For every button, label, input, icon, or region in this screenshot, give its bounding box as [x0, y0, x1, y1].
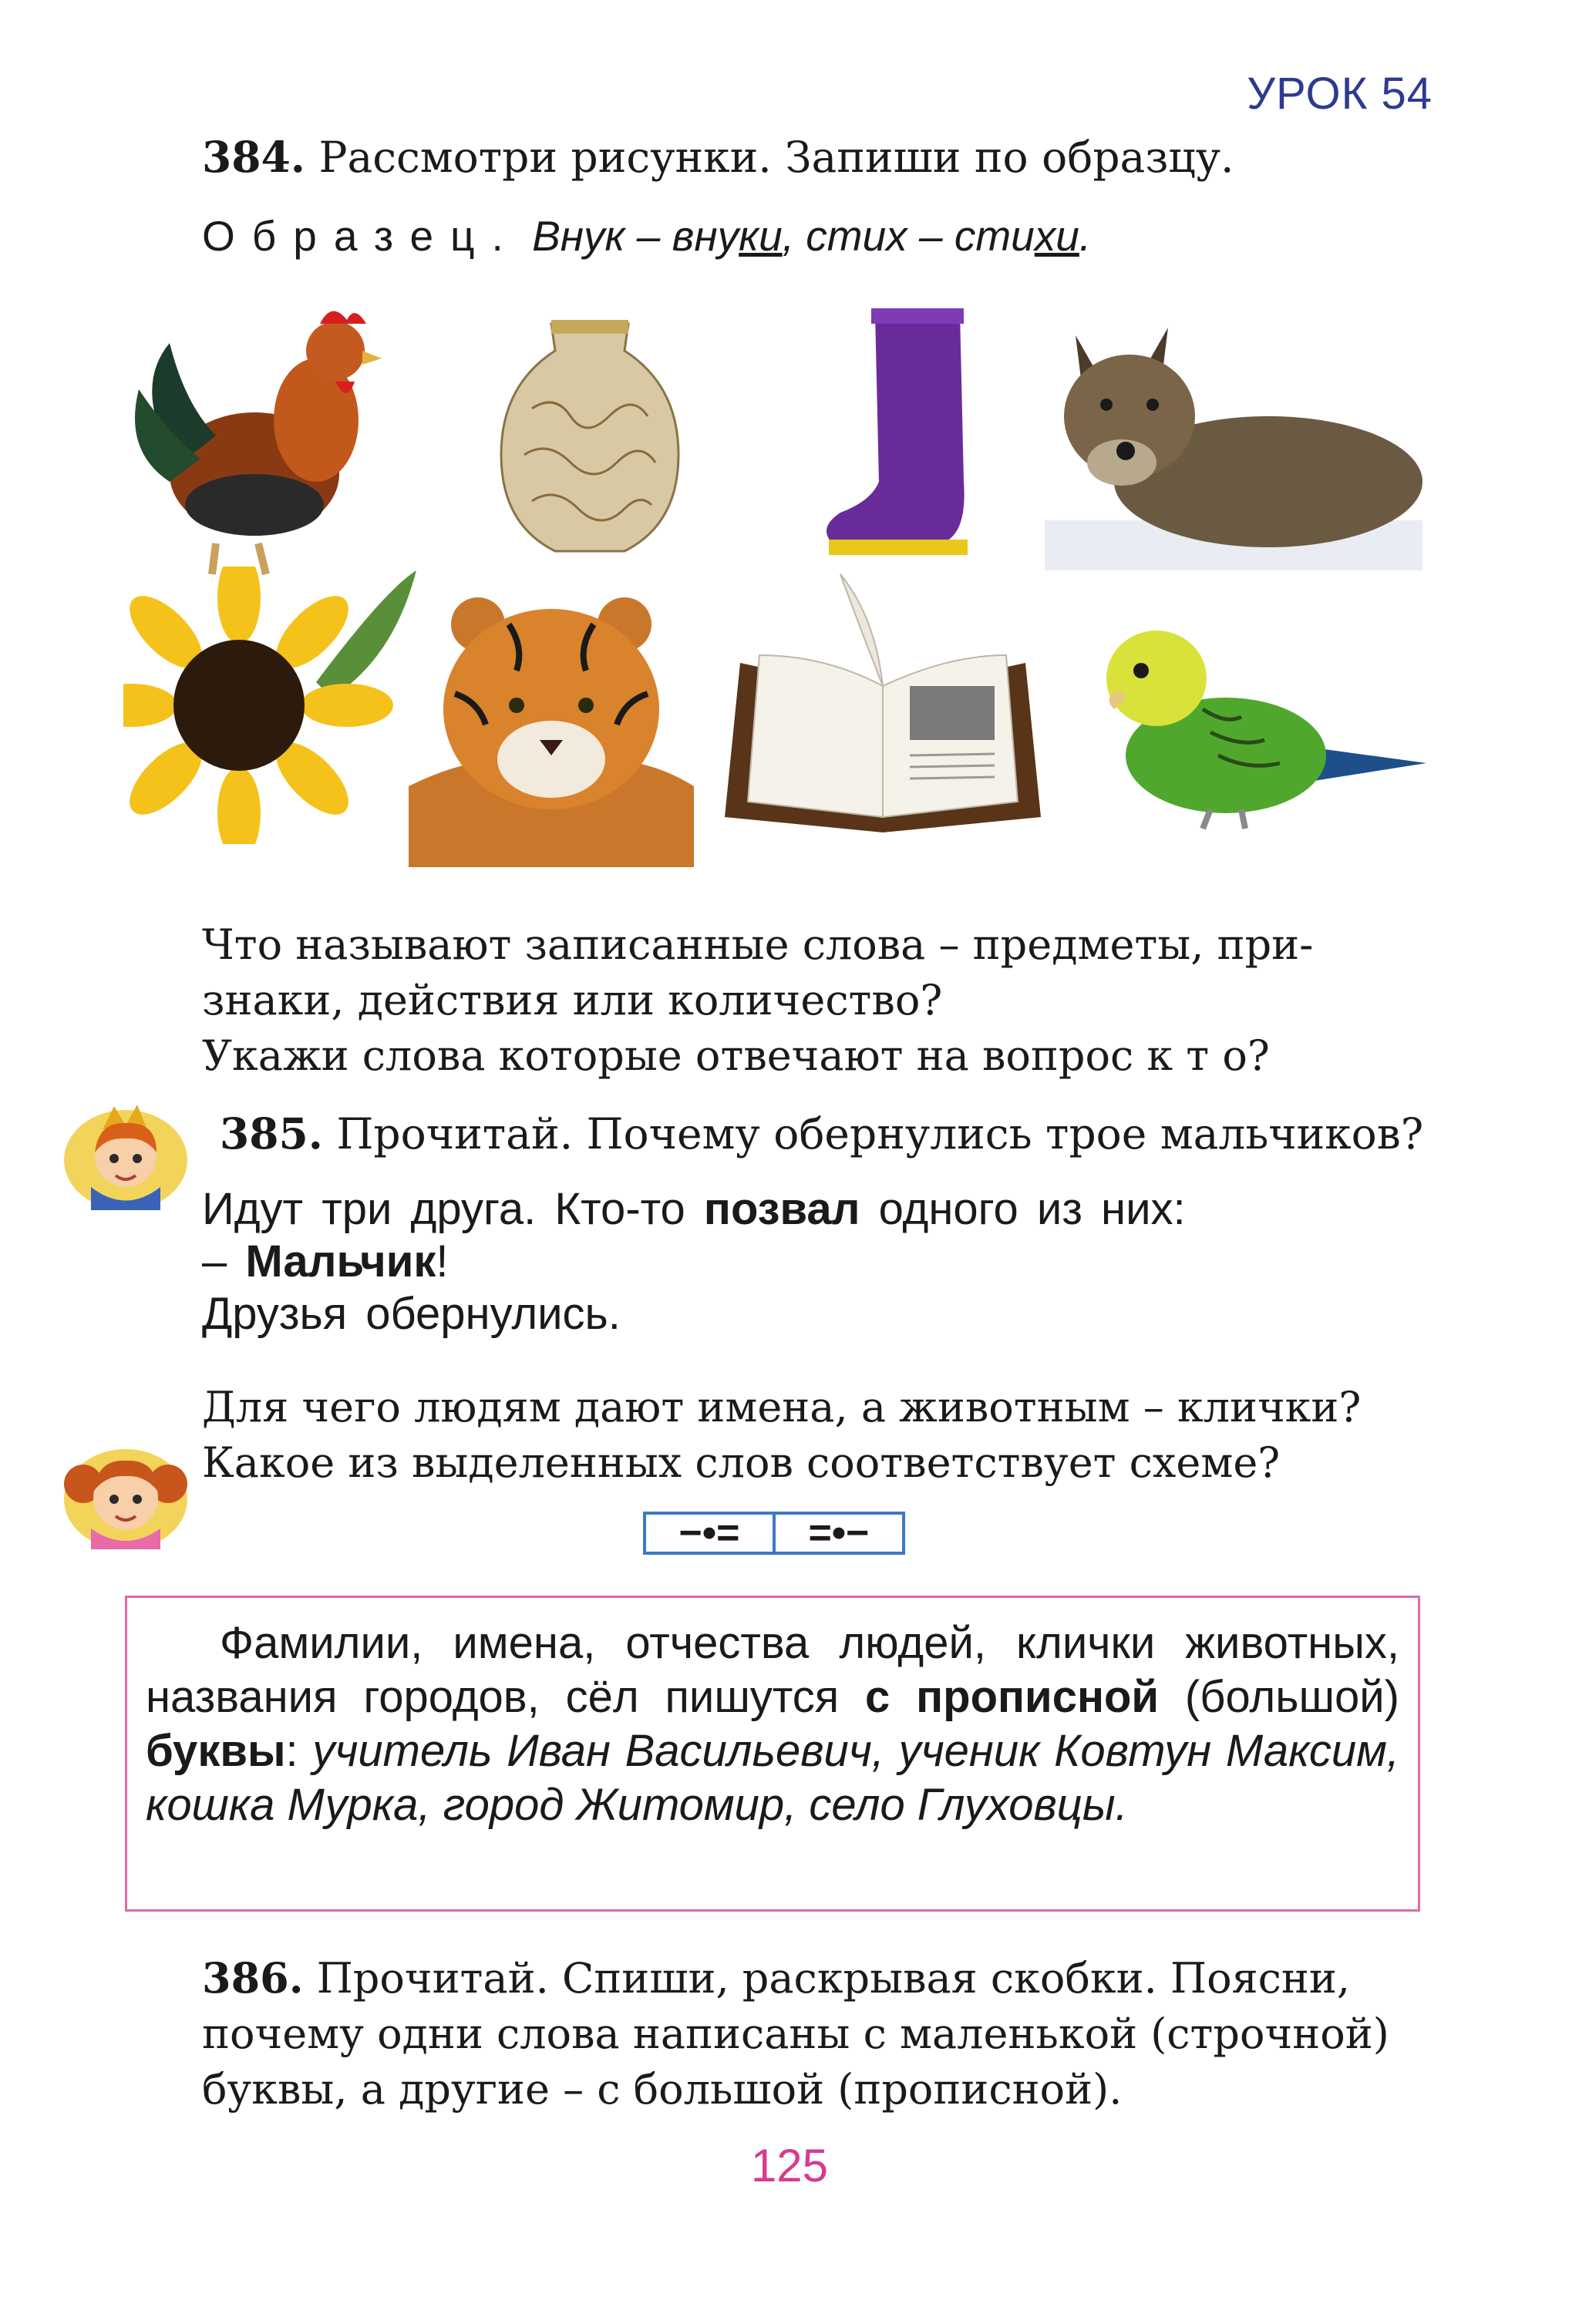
story-text: Идут три друга. Кто-то — [202, 1184, 704, 1234]
task-384-heading — [202, 129, 1234, 185]
sample-part: . — [1079, 212, 1092, 260]
task-385-heading — [220, 1106, 1423, 1162]
task-number: 384. — [202, 132, 305, 182]
task-386 — [202, 1950, 1436, 2117]
rule-box — [125, 1596, 1420, 1912]
wolf-image — [1045, 304, 1422, 570]
rule-text-part: (большой) — [1159, 1672, 1399, 1722]
scheme-cell: −•= — [678, 1511, 740, 1555]
sample-part: , стих – сти — [782, 212, 1035, 260]
question-line: знаки, действия или количество? — [202, 976, 943, 1024]
sunflower-image — [123, 567, 416, 844]
rule-text — [146, 1616, 1399, 1832]
question-line: Что называют записанные слова – предметы, при- — [202, 920, 1314, 969]
task-385-questions — [202, 1380, 1436, 1491]
rule-text-part: Фамилии, имена, отчества людей, клички животных, названия городов, сёл пишутся — [146, 1618, 1399, 1722]
highlighted-word: позвал — [703, 1184, 860, 1234]
sample-line — [202, 208, 1091, 264]
story-line — [202, 1183, 1186, 1236]
story-text: – — [202, 1236, 246, 1286]
task-number: 386. — [202, 1953, 304, 2003]
sample-ending: ки — [739, 212, 783, 260]
sample-ending: хи — [1034, 212, 1079, 260]
mascot-boy-icon — [60, 1098, 191, 1214]
task-386-line: почему одни слова написаны с маленькой (строчной) — [202, 2010, 1389, 2058]
rule-text-part: : — [285, 1726, 313, 1776]
question-line: Укажи слова которые отвечают на вопрос к т о? — [202, 1031, 1270, 1080]
rooster-image — [123, 297, 385, 582]
sample-part: Внук – вну — [532, 212, 739, 260]
story-text: ! — [436, 1236, 449, 1286]
story-line: Друзья обернулись. — [202, 1289, 621, 1339]
word-scheme — [643, 1512, 905, 1555]
book-image — [717, 570, 1049, 848]
task-instruction: Рассмотри рисунки. Запиши по образцу. — [305, 133, 1234, 182]
sample-label: Образец. — [202, 212, 520, 260]
vase-image — [486, 316, 694, 559]
mascot-girl-icon — [60, 1438, 191, 1553]
question-line: Какое из выделенных слов соответствует схеме? — [202, 1438, 1281, 1487]
task-386-line: буквы, а другие – с большой (прописной). — [202, 2065, 1123, 2114]
page-number: 125 — [750, 2140, 829, 2191]
tiger-image — [409, 594, 694, 867]
task-instruction: Прочитай. Почему обернулись трое мальчиков? — [322, 1109, 1424, 1159]
task-number: 385. — [220, 1108, 323, 1159]
task-385-story — [202, 1183, 1186, 1340]
rule-examples: учитель Иван Васильевич, ученик Ковтун Максим, кошка Мурка, город Житомир, село Глуховцы. — [146, 1726, 1399, 1830]
task-386-line — [202, 1950, 1436, 2006]
scheme-cell: =•− — [773, 1515, 902, 1552]
parrot-image — [1087, 624, 1426, 832]
rule-bold: буквы — [146, 1726, 286, 1776]
task-384-questions — [202, 917, 1436, 1084]
highlighted-word: Мальчик — [245, 1236, 436, 1286]
rule-bold: с прописной — [865, 1672, 1160, 1722]
story-line — [202, 1236, 1186, 1288]
boot-image — [810, 304, 1002, 559]
task-text: Прочитай. Спиши, раскрывая скобки. Поясни, — [303, 1954, 1351, 2003]
lesson-title: УРОК 54 — [1247, 69, 1433, 119]
question-line: Для чего людям дают имена, а животным – клички? — [202, 1383, 1362, 1431]
story-text: одного из них: — [860, 1184, 1186, 1234]
